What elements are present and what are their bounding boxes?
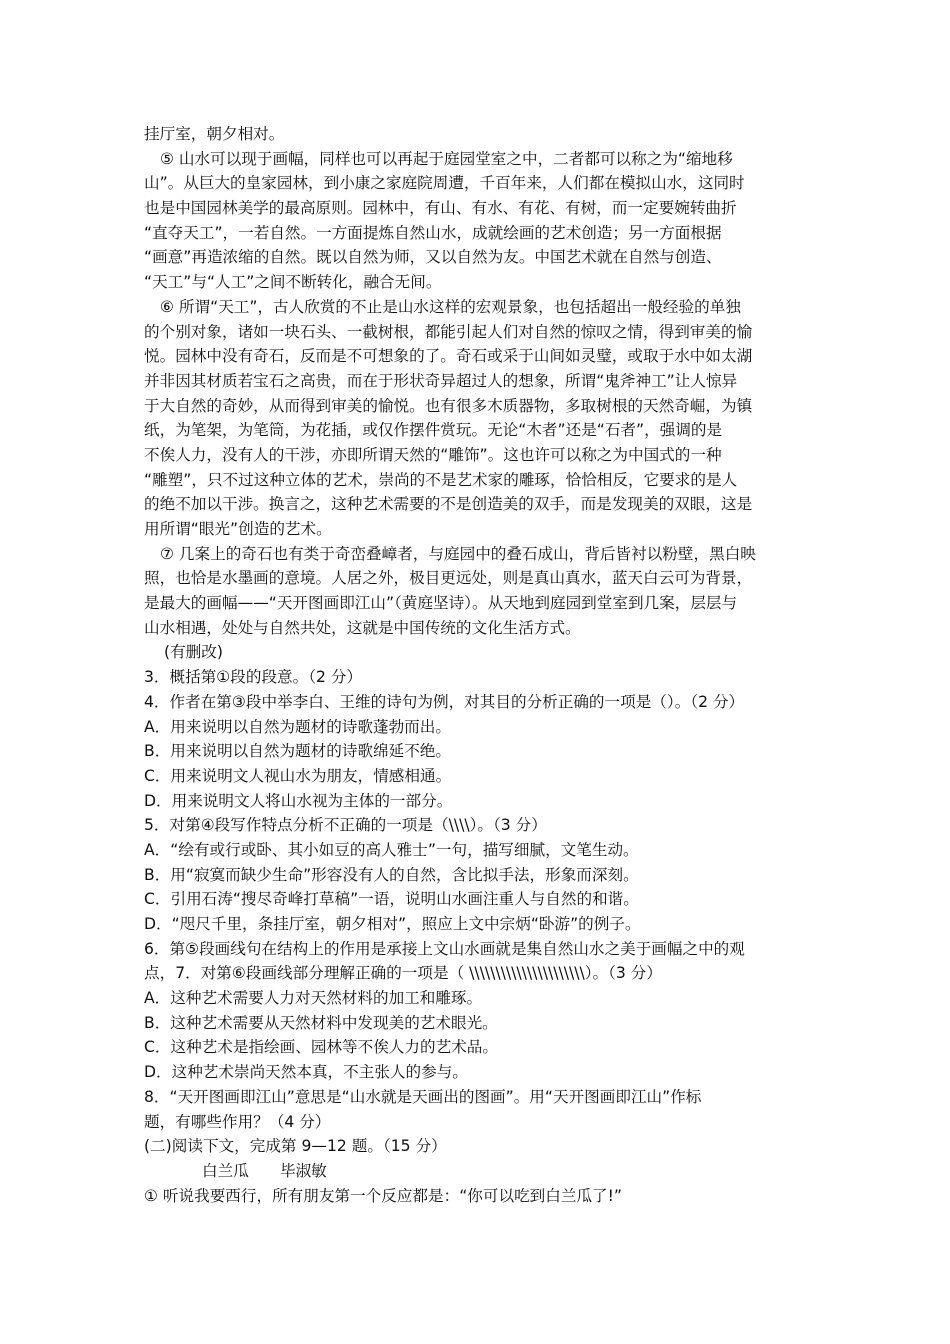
article-paragraph-1: ① 听说我要西行，所有朋友第一个反应都是：“你可以吃到白兰瓜了!” xyxy=(144,1186,622,1205)
text-line: “雕塑”，只不过这种立体的艺术，崇尚的不是艺术家的雕琢，恰恰相反，它要求的是人 xyxy=(144,470,738,489)
text-line: 题，有哪些作用？（4 分） xyxy=(144,1112,331,1131)
option-c: C．这种艺术是指绘画、园林等不俟人力的艺术品。 xyxy=(144,1038,498,1057)
option-a: A．“绘有或行或卧、其小如豆的高人雅士”一句，描写细腻，文笔生动。 xyxy=(144,840,639,859)
text-line: 不俟人力，没有人的干涉，亦即所谓天然的“雕饰”。这也许可以称之为中国式的一种 xyxy=(144,445,722,464)
text-line: 悦。园林中没有奇石，反而是不可想象的了。奇石或采于山间如灵璧，或取于水中如太湖 xyxy=(144,347,753,366)
option-b: B．用“寂寞而缺少生命”形容没有人的自然，含比拟手法，形象而深刻。 xyxy=(144,865,639,884)
paragraph-7-start: ⑦ 几案上的奇石也有类于奇峦叠嶂者，与庭园中的叠石成山，背后皆衬以粉壁，黑白映 xyxy=(160,544,756,563)
text-line: “天工”与“人工”之间不断转化，融合无间。 xyxy=(144,273,442,292)
option-d: D．这种艺术崇尚天然本真，不主张人的参与。 xyxy=(144,1063,468,1082)
paragraph-5-start: ⑤ 山水可以现于画幅，同样也可以再起于庭园堂室之中，二者都可以称之为“缩地移 xyxy=(160,149,733,168)
text-line: 的个别对象，诸如一块石头、一截树根，都能引起人们对自然的惊叹之情，得到审美的愉 xyxy=(144,322,753,341)
text-line: 用所谓“眼光”创造的艺术。 xyxy=(144,520,332,538)
option-a: A．这种艺术需要人力对天然材料的加工和雕琢。 xyxy=(144,989,483,1008)
document-page xyxy=(144,122,812,1208)
source-note: (有删改) xyxy=(164,643,223,662)
text-line: 山”。从巨大的皇家园林，到小康之家庭院周遭，千百年来，人们都在模拟山水，这同时 xyxy=(144,174,745,193)
option-d: D．“咫尺千里，条挂厅室，朝夕相对”，照应上文中宗炳“卧游”的例子。 xyxy=(144,915,641,933)
paragraph-6-start: ⑥ 所谓“天工”，古人欣赏的不止是山水这样的宏观景象，也包括超出一般经验的单独 xyxy=(160,297,741,316)
option-d: D．用来说明文人将山水视为主体的一部分。 xyxy=(144,791,453,810)
text-line: 并非因其材质若宝石之高贵，而在于形状奇异超过人的想象，所谓“鬼斧神工”让人惊异 xyxy=(144,371,738,390)
text-line: 照，也恰是水墨画的意境。人居之外，极目更远处，则是真山真水，蓝天白云可为背景， xyxy=(144,569,753,588)
option-c: C．引用石涛“搜尽奇峰打草稿”一语，说明山水画注重人与自然的和谐。 xyxy=(144,890,639,909)
question-8: 8．“天开图画即江山”意思是“山水就是天画出的图画”。用“天开图画即江山”作标 xyxy=(144,1087,702,1106)
article-title: 白兰瓜 毕淑敏 xyxy=(202,1161,327,1180)
text-line: 是最大的画幅——“天开图画即江山”（黄庭坚诗）。从天地到庭园到堂室到几案，层层与 xyxy=(144,594,738,613)
question-3: 3．概括第①段的段意。（2 分） xyxy=(144,668,363,687)
option-b: B．用来说明以自然为题材的诗歌绵延不绝。 xyxy=(144,742,451,761)
option-c: C．用来说明文人视山水为朋友，情感相通。 xyxy=(144,766,452,785)
text-line: 的绝不加以干涉。换言之，这种艺术需要的不是创造美的双手，而是发现美的双眼，这是 xyxy=(144,495,753,514)
text-line: 挂厅室，朝夕相对。 xyxy=(144,125,285,143)
text-line: 纸，为笔架，为笔筒，为花插，或仅作摆件赏玩。无论“木者”还是“石者”，强调的是 xyxy=(144,421,723,440)
question-6: 6．第⑤段画线句在结构上的作用是承接上文山水画就是集自然山水之美于画幅之中的观 xyxy=(144,939,745,958)
text-line: 山水相遇，处处与自然共处，这就是中国传统的文化生活方式。 xyxy=(144,618,581,637)
text-line: 于大自然的奇妙，从而得到审美的愉悦。也有很多木质器物，多取树根的天然奇崛，为镇 xyxy=(144,396,753,415)
question-4: 4．作者在第③段中举李白、王维的诗句为例，对其目的分析正确的一项是（）。（2 分） xyxy=(144,692,745,711)
question-5: 5．对第④段写作特点分析不正确的一项是（\\\\）。（3 分） xyxy=(144,816,547,835)
text-line: “画意”再造浓缩的自然。既以自然为师，又以自然为友。中国艺术就在自然与创造、 xyxy=(144,248,722,267)
text-line: “直夺天工”，一若自然。一方面提炼自然山水，成就绘画的艺术创造；另一方面根据 xyxy=(144,223,722,242)
section-heading: (二)阅读下文，完成第 9—12 题。（15 分） xyxy=(144,1137,447,1156)
text-line: 也是中国园林美学的最高原则。园林中，有山、有水、有花、有树，而一定要婉转曲折 xyxy=(144,199,737,218)
option-b: B．这种艺术需要从天然材料中发现美的艺术眼光。 xyxy=(144,1013,498,1032)
question-7: 点，7．对第⑥段画线部分理解正确的一项是（ \\\\\\\\\\\\\\\\\\\\\\）。（3 分） xyxy=(144,964,662,983)
option-a: A．用来说明以自然为题材的诗歌蓬勃而出。 xyxy=(144,717,451,736)
